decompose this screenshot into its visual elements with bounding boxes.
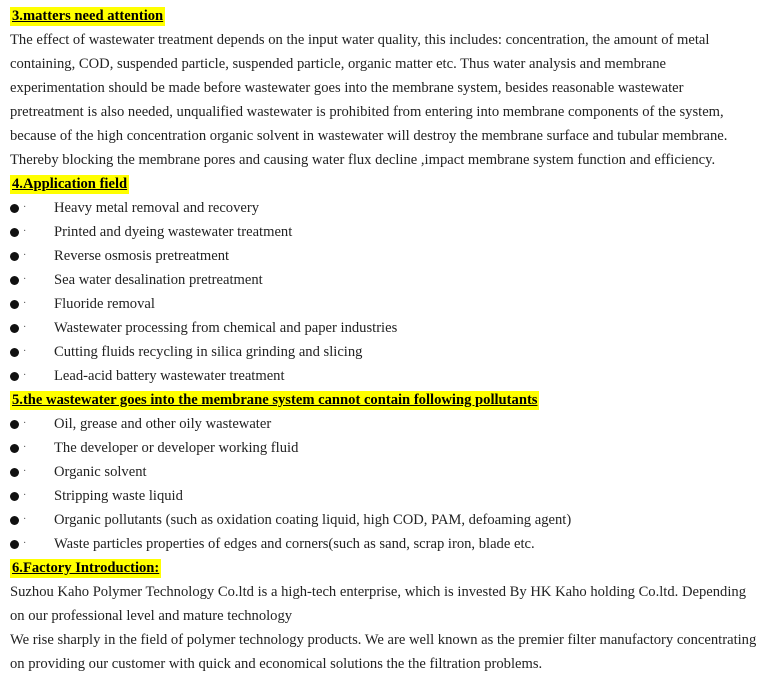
list-item-text: Organic solvent: [54, 464, 147, 480]
section-4-heading-row: [10, 172, 782, 196]
bullet-dot-icon: [10, 300, 19, 309]
bullet-tick: ·: [23, 418, 27, 429]
bullet-dot-icon: [10, 276, 19, 285]
list-item-text: Printed and dyeing wastewater treatment: [54, 224, 293, 240]
section-3-line: pretreatment is also needed, unqualified wastewater is prohibited from entering into membrane components of the system,: [10, 104, 724, 120]
list-item: [10, 364, 782, 388]
bullet-tick: ·: [23, 466, 27, 477]
bullet-tick: ·: [23, 514, 27, 525]
list-item-text: Sea water desalination pretreatment: [54, 272, 263, 288]
list-item: [10, 532, 782, 556]
section-3-line: The effect of wastewater treatment depends on the input water quality, this includes: concentration, the amount of metal: [10, 32, 710, 48]
list-item-text: Cutting fluids recycling in silica grinding and slicing: [54, 344, 363, 360]
bullet-dot-icon: [10, 324, 19, 333]
bullet-tick: ·: [23, 346, 27, 357]
bullet-dot-icon: [10, 444, 19, 453]
section-6-line: We rise sharply in the field of polymer technology products. We are well known as the premier filter manufactory concentrating: [10, 632, 757, 648]
list-item: [10, 412, 782, 436]
list-item: [10, 292, 782, 316]
bullet-tick: ·: [23, 250, 27, 261]
section-3-line: containing, COD, suspended particle, suspended particle, organic matter etc. Thus water analysis and membrane: [10, 56, 666, 72]
list-item: [10, 340, 782, 364]
bullet-dot-icon: [10, 204, 19, 213]
list-item: [10, 244, 782, 268]
list-item-text: Wastewater processing from chemical and paper industries: [54, 320, 398, 336]
list-item-text: Fluoride removal: [54, 296, 155, 312]
bullet-tick: ·: [23, 370, 27, 381]
section-6-heading: 6.Factory Introduction:: [12, 560, 160, 576]
list-item-text: Organic pollutants (such as oxidation coating liquid, high COD, PAM, defoaming agent): [54, 512, 572, 528]
bullet-dot-icon: [10, 492, 19, 501]
list-item-text: The developer or developer working fluid: [54, 440, 299, 456]
bullet-tick: ·: [23, 298, 27, 309]
bullet-tick: ·: [23, 274, 27, 285]
bullet-dot-icon: [10, 372, 19, 381]
section-6-line: Suzhou Kaho Polymer Technology Co.ltd is a high-tech enterprise, which is invested By HK Kaho holding Co.ltd. Depending: [10, 584, 746, 600]
bullet-dot-icon: [10, 348, 19, 357]
section-5-heading-row: [10, 388, 782, 412]
bullet-dot-icon: [10, 252, 19, 261]
list-item-text: Lead-acid battery wastewater treatment: [54, 368, 285, 384]
list-item: [10, 268, 782, 292]
section-3-heading-row: [10, 4, 782, 28]
section-3-paragraph: [10, 28, 782, 172]
list-item: [10, 508, 782, 532]
list-item-text: Reverse osmosis pretreatment: [54, 248, 230, 264]
bullet-tick: ·: [23, 538, 27, 549]
section-3-line: Thereby blocking the membrane pores and causing water flux decline ,impact membrane system function and efficiency.: [10, 152, 716, 168]
section-6-heading-row: [10, 556, 782, 580]
section-6-line: on our professional level and mature technology: [10, 608, 293, 624]
bullet-dot-icon: [10, 420, 19, 429]
pollutants-list: [10, 412, 782, 556]
list-item-text: Waste particles properties of edges and corners(such as sand, scrap iron, blade etc.: [54, 536, 535, 552]
bullet-tick: ·: [23, 490, 27, 501]
section-3-line: experimentation should be made before wastewater goes into the membrane system, besides reasonable wastewater: [10, 80, 684, 96]
list-item: [10, 484, 782, 508]
list-item: [10, 220, 782, 244]
bullet-dot-icon: [10, 468, 19, 477]
section-3-heading: 3.matters need attention: [12, 8, 164, 24]
bullet-dot-icon: [10, 540, 19, 549]
bullet-tick: ·: [23, 226, 27, 237]
list-item: [10, 196, 782, 220]
section-6-paragraph: [10, 580, 782, 676]
list-item-text: Oil, grease and other oily wastewater: [54, 416, 272, 432]
list-item-text: Stripping waste liquid: [54, 488, 183, 504]
bullet-dot-icon: [10, 516, 19, 525]
application-field-list: [10, 196, 782, 388]
section-4-heading: 4.Application field: [12, 176, 128, 192]
section-3-line: because of the high concentration organic solvent in wastewater will destroy the membrane surface and tubular membrane.: [10, 128, 728, 144]
bullet-tick: ·: [23, 322, 27, 333]
list-item: [10, 460, 782, 484]
bullet-tick: ·: [23, 202, 27, 213]
list-item: [10, 436, 782, 460]
list-item-text: Heavy metal removal and recovery: [54, 200, 260, 216]
bullet-tick: ·: [23, 442, 27, 453]
bullet-dot-icon: [10, 228, 19, 237]
list-item: [10, 316, 782, 340]
section-6-line: on providing our customer with quick and economical solutions the the filtration problems.: [10, 656, 543, 672]
section-5-heading: 5.the wastewater goes into the membrane system cannot contain following pollutants: [12, 392, 538, 408]
